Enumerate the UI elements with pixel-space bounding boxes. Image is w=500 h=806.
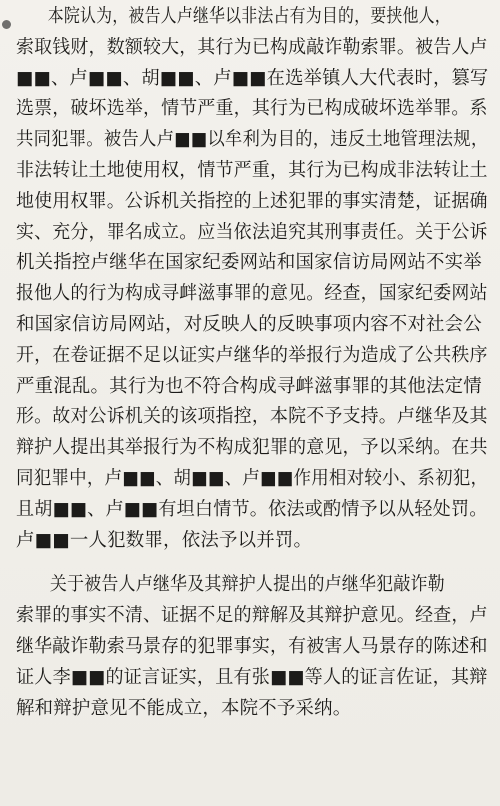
text-line: 开，在卷证据不足以证实卢继华的举报行为造成了公共秩序 xyxy=(16,344,488,366)
text-line: 形。故对公诉机关的该项指控，本院不予支持。卢继华及其 xyxy=(16,406,488,428)
text-line: 关于被告人卢继华及其辩护人提出的卢继华犯敲诈勒 xyxy=(49,574,445,596)
text-line: 同犯罪中，卢■■、胡■■、卢■■作用相对较小、系初犯， xyxy=(16,467,489,489)
text-line: 索取钱财，数额较大，其行为已构成敲诈勒索罪。被告人卢 xyxy=(16,36,488,58)
text-line: 共同犯罪。被告人卢■■以牟利为目的，违反土地管理法规， xyxy=(16,129,489,151)
text-line: 本院认为，被告人卢继华以非法占有为目的，要挟他人， xyxy=(47,6,451,27)
text-line: 严重混乱。其行为也不符合构成寻衅滋事罪的其他法定情 xyxy=(16,375,482,397)
text-line: 继华敲诈勒索马景存的犯罪事实，有被害人马景存的陈述和 xyxy=(16,635,488,657)
text-line: 实、充分，罪名成立。应当依法追究其刑事责任。关于公诉 xyxy=(16,221,488,243)
text-line: 索罪的事实不清、证据不足的辩解及其辩护意见。经查，卢 xyxy=(16,605,488,627)
text-line: 选票，破坏选举，情节严重，其行为已构成破坏选举罪。系 xyxy=(16,98,488,120)
ink-smudge xyxy=(2,20,11,29)
document-body xyxy=(16,2,492,724)
text-line: 辩护人提出其举报行为不构成犯罪的意见，予以采纳。在共 xyxy=(16,437,488,459)
text-line: 报他人的行为构成寻衅滋事罪的意见。经查，国家纪委网站 xyxy=(16,283,488,305)
text-line: 地使用权罪。公诉机关指控的上述犯罪的事实清楚，证据确 xyxy=(16,190,488,212)
text-line: 机关指控卢继华在国家纪委网站和国家信访局网站不实举 xyxy=(16,252,482,274)
text-line: ■■、卢■■、胡■■、卢■■在选举镇人大代表时，篡写 xyxy=(16,67,489,89)
text-line: 非法转让土地使用权，情节严重，其行为已构成非法转让土 xyxy=(16,159,488,181)
text-line: 卢■■一人犯数罪，依法予以并罚。 xyxy=(16,529,313,551)
paragraph xyxy=(16,570,492,724)
text-line: 和国家信访局网站，对反映人的反映事项内容不对社会公 xyxy=(16,313,482,335)
text-line: 且胡■■、卢■■有坦白情节。依法或酌情予以从轻处罚。 xyxy=(16,498,488,520)
paragraph xyxy=(16,2,492,556)
text-line: 解和辩护意见不能成立，本院不予采纳。 xyxy=(16,697,352,719)
text-line: 证人李■■的证言证实，且有张■■等人的证言佐证，其辩 xyxy=(16,666,488,688)
